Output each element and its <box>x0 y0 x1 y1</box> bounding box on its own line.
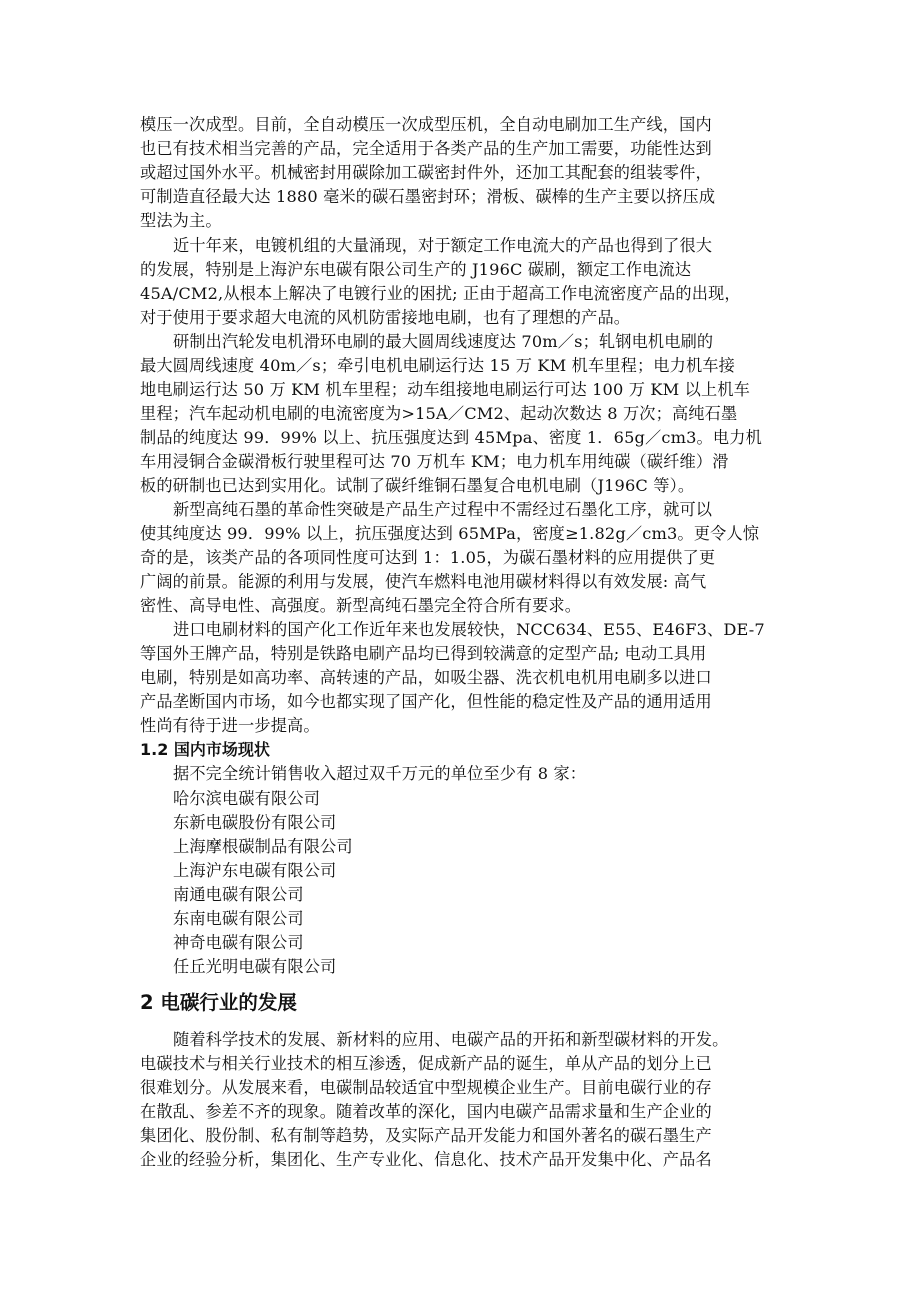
text-line: 企业的经验分析，集团化、生产专业化、信息化、技术产品开发集中化、产品名 <box>140 1150 712 1169</box>
text-line: 也已有技术相当完善的产品，完全适用于各类产品的生产加工需要，功能性达到 <box>140 139 712 158</box>
company-list-item: 任丘光明电碳有限公司 <box>173 957 337 976</box>
text-line: 车用浸铜合金碳滑板行驶里程可达 70 万机车 KM；电力机车用纯碳（碳纤维）滑 <box>140 452 729 471</box>
text-line: 在散乱、参差不齐的现象。随着改革的深化，国内电碳产品需求量和生产企业的 <box>140 1102 712 1121</box>
text-line: 随着科学技术的发展、新材料的应用、电碳产品的开拓和新型碳材料的开发。 <box>173 1030 729 1049</box>
text-line: 地电刷运行达 50 万 KM 机车里程；动车组接地电刷运行可达 100 万 KM 以上机车 <box>140 380 750 399</box>
text-line: 很难划分。从发展来看，电碳制品较适宜中型规模企业生产。目前电碳行业的存 <box>140 1078 712 1097</box>
company-list-item: 上海沪东电碳有限公司 <box>173 861 337 880</box>
text-line: 产品垄断国内市场，如今也都实现了国产化，但性能的稳定性及产品的通用适用 <box>140 692 712 711</box>
section-intro: 据不完全统计销售收入超过双千万元的单位至少有 8 家： <box>173 764 587 783</box>
text-line: 电刷，特别是如高功率、高转速的产品，如吸尘器、洗衣机电机用电刷多以进口 <box>140 668 712 687</box>
text-line: 对于使用于要求超大电流的风机防雷接地电刷，也有了理想的产品。 <box>140 308 631 327</box>
text-line: 板的研制也已达到实用化。试制了碳纤维铜石墨复合电机电刷（J196C 等）。 <box>140 476 695 495</box>
text-line: 电碳技术与相关行业技术的相互渗透，促成新产品的诞生，单从产品的划分上已 <box>140 1054 712 1073</box>
text-line: 可制造直径最大达 1880 毫米的碳石墨密封环；滑板、碳棒的生产主要以挤压成 <box>140 187 716 206</box>
text-line: 里程；汽车起动机电刷的电流密度为>15A／CM2、起动次数达 8 万次；高纯石墨 <box>140 404 738 423</box>
text-line: 型法为主。 <box>140 211 222 230</box>
company-list-item: 哈尔滨电碳有限公司 <box>173 789 321 808</box>
text-line: 或超过国外水平。机械密封用碳除加工碳密封件外，还加工其配套的组装零件， <box>140 163 712 182</box>
text-line: 性尚有待于进一步提高。 <box>140 716 320 735</box>
text-line: 奇的是，该类产品的各项同性度可达到 1：1.05，为碳石墨材料的应用提供了更 <box>140 548 716 567</box>
text-line: 制品的纯度达 99．99% 以上、抗压强度达到 45Mpa、密度 1．65g／cm3。电力机 <box>140 428 762 447</box>
section-heading-1-2: 1.2 国内市场现状 <box>140 740 270 759</box>
text-line: 近十年来，电镀机组的大量涌现，对于额定工作电流大的产品也得到了很大 <box>173 236 713 255</box>
text-line: 最大圆周线速度 40m／s；牵引电机电刷运行达 15 万 KM 机车里程；电力机车接 <box>140 356 735 375</box>
text-line: 广阔的前景。能源的利用与发展，使汽车燃料电池用碳材料得以有效发展: 高气 <box>140 572 707 591</box>
text-line: 模压一次成型。目前，全自动模压一次成型压机，全自动电刷加工生产线，国内 <box>140 115 712 134</box>
text-line: 新型高纯石墨的革命性突破是产品生产过程中不需经过石墨化工序，就可以 <box>173 500 713 519</box>
company-list-item: 神奇电碳有限公司 <box>173 933 304 952</box>
text-line: 的发展，特别是上海沪东电碳有限公司生产的 J196C 碳刷，额定工作电流达 <box>140 260 692 279</box>
text-line: 研制出汽轮发电机滑环电刷的最大圆周线速度达 70m／s；轧钢电机电刷的 <box>173 332 714 351</box>
company-list-item: 东南电碳有限公司 <box>173 909 304 928</box>
text-line: 使其纯度达 99．99% 以上，抗压强度达到 65MPa，密度≥1.82g／cm3。更令人惊 <box>140 524 760 543</box>
text-line: 等国外王牌产品，特别是铁路电刷产品均已得到较满意的定型产品; 电动工具用 <box>140 644 707 663</box>
company-list-item: 东新电碳股份有限公司 <box>173 813 337 832</box>
text-line: 45A/CM2,从根本上解决了电镀行业的困扰; 正由于超高工作电流密度产品的出现， <box>140 284 741 303</box>
section-heading-2: 2 电碳行业的发展 <box>140 991 297 1014</box>
text-line: 进口电刷材料的国产化工作近年来也发展较快，NCC634、E55、E46F3、DE-7 <box>173 620 765 639</box>
company-list-item: 上海摩根碳制品有限公司 <box>173 837 353 856</box>
company-list-item: 南通电碳有限公司 <box>173 885 304 904</box>
text-line: 密性、高导电性、高强度。新型高纯石墨完全符合所有要求。 <box>140 596 582 615</box>
text-line: 集团化、股份制、私有制等趋势，及实际产品开发能力和国外著名的碳石墨生产 <box>140 1126 712 1145</box>
